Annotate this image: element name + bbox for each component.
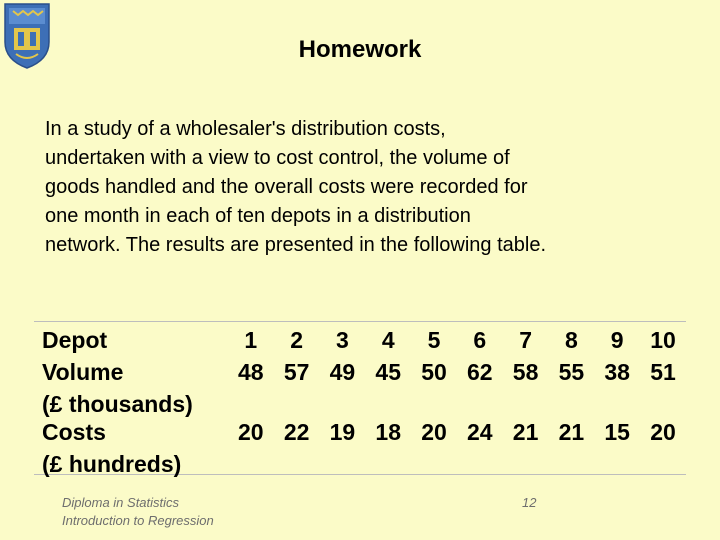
volume-cell: 55 (558, 359, 585, 385)
footer-topic-line: Introduction to Regression (62, 513, 214, 528)
footer-course (62, 494, 214, 530)
costs-cell: 22 (283, 419, 310, 445)
depot-cell: 2 (290, 327, 304, 353)
costs-cell: 18 (375, 419, 401, 445)
volume-cell: 45 (375, 359, 401, 385)
costs-cell: 20 (238, 419, 264, 445)
depot-cell: 7 (519, 327, 532, 353)
table-row-costs (34, 419, 686, 451)
paragraph-line: network. The results are presented in the following table. (45, 234, 547, 256)
row-label-costs: Costs (42, 419, 106, 445)
row-label-volume: Volume (42, 359, 124, 385)
volume-cell: 57 (283, 359, 310, 385)
depot-cell: 5 (427, 327, 441, 353)
row-label-depot: Depot (42, 327, 108, 353)
depot-data-table (34, 321, 686, 475)
volume-cell: 48 (238, 359, 264, 385)
costs-cell: 21 (558, 419, 585, 445)
volume-cell: 38 (604, 359, 630, 385)
table-row-volume-unit (34, 391, 686, 419)
depot-cell: 8 (565, 327, 578, 353)
problem-paragraph (45, 115, 715, 260)
costs-cell: 15 (604, 419, 630, 445)
paragraph-line: undertaken with a view to cost control, the volume of (45, 147, 510, 169)
table-row-costs-unit (34, 451, 686, 479)
footer-course-line: Diploma in Statistics (62, 495, 180, 510)
costs-cell: 24 (467, 419, 493, 445)
depot-cell: 1 (244, 327, 258, 353)
costs-cell: 20 (650, 419, 676, 445)
costs-cell: 20 (421, 419, 447, 445)
page-number: 12 (522, 495, 537, 510)
table-row-depot (34, 322, 686, 359)
row-unit-costs: (£ hundreds) (42, 451, 182, 477)
volume-cell: 49 (329, 359, 356, 385)
costs-cell: 21 (512, 419, 539, 445)
costs-cell: 19 (329, 419, 356, 445)
paragraph-line: goods handled and the overall costs were recorded for (45, 176, 528, 198)
depot-cell: 6 (473, 327, 487, 353)
depot-cell: 9 (610, 327, 624, 353)
paragraph-line: one month in each of ten depots in a distribution (45, 205, 471, 227)
volume-cell: 50 (421, 359, 447, 385)
depot-cell: 10 (650, 327, 676, 353)
table-row-volume (34, 359, 686, 391)
volume-cell: 51 (650, 359, 676, 385)
slide-title: Homework (298, 36, 422, 63)
depot-cell: 3 (336, 327, 349, 353)
paragraph-line: In a study of a wholesaler's distribution costs, (45, 118, 446, 140)
row-unit-volume: (£ thousands) (42, 391, 193, 417)
volume-cell: 58 (512, 359, 539, 385)
depot-cell: 4 (381, 327, 395, 353)
volume-cell: 62 (467, 359, 493, 385)
